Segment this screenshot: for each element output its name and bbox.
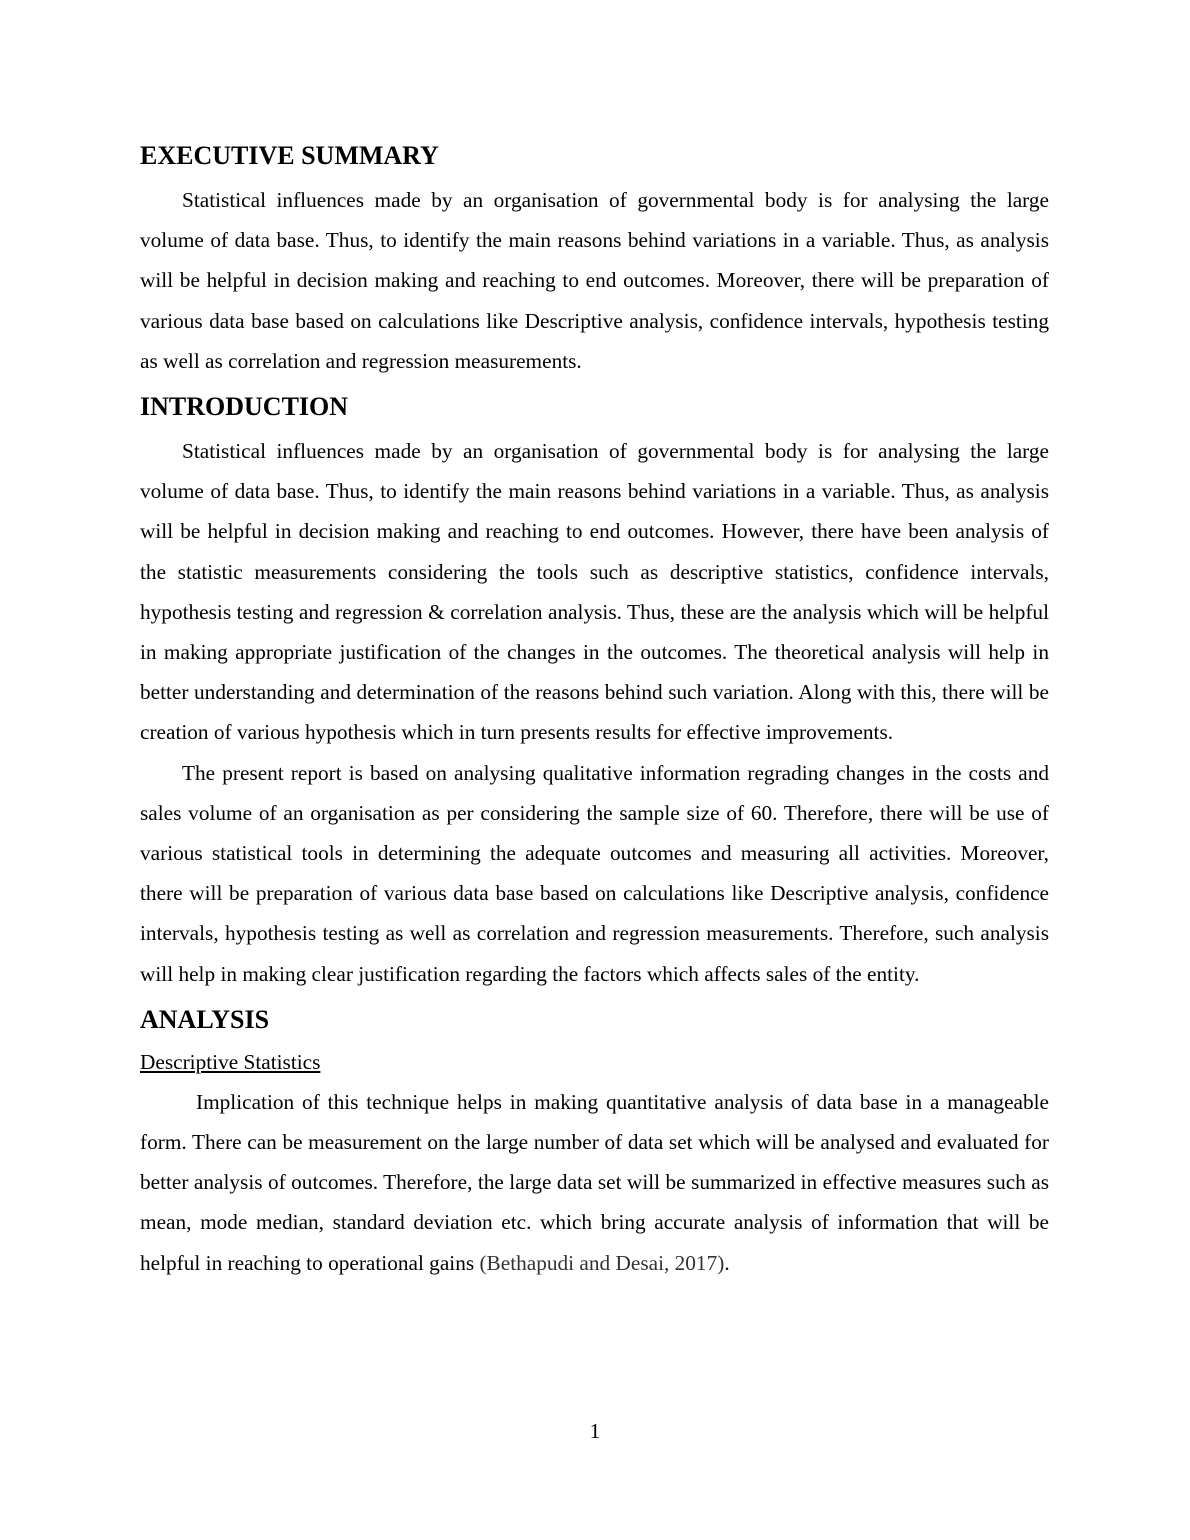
executive-summary-heading: EXECUTIVE SUMMARY <box>140 141 439 170</box>
page-number: 1 <box>589 1419 601 1443</box>
executive-summary-paragraph: Statistical influences made by an organisation of governmental body is for analysing the large volume of data base. Thus, to identify the main reasons behind variations in a variable. Thus, as analysis will be helpful in decision making and reaching to end outcomes. Moreover, there will be preparation of various data base based on calculations like Descriptive analysis, confidence intervals, hypothesis testing as well as correlation and regression measurements. <box>140 188 1049 373</box>
paragraph-end-punctuation: . <box>724 1250 730 1275</box>
introduction-paragraph-2: The present report is based on analysing qualitative information regrading changes in the costs and sales volume of an organisation as per considering the sample size of 60. Therefore, there will be use of various statistical tools in determining the adequate outcomes and measuring all activities. Moreover, there will be preparation of various data base based on calculations like Descriptive analysis, confidence intervals, hypothesis testing as well as correlation and regression measurements. Therefore, such analysis will help in making clear justification regarding the factors which affects sales of the entity. <box>140 760 1049 986</box>
citation: (Bethapudi and Desai, 2017) <box>479 1250 725 1275</box>
descriptive-statistics-text: Implication of this technique helps in making quantitative analysis of data base in a manageable form. There can be measurement on the large number of data set which will be analysed and evaluated for better analysis of outcomes. Therefore, the large data set will be summarized in effective measures such as mean, mode median, standard deviation etc. which bring accurate analysis of information that will be helpful in reaching to operational gains <box>140 1089 1049 1275</box>
introduction-paragraph-1: Statistical influences made by an organisation of governmental body is for analysing the large volume of data base. Thus, to identify the main reasons behind variations in a variable. Thus, as analysis will be helpful in decision making and reaching to end outcomes. However, there have been analysis of the statistic measurements considering the tools such as descriptive statistics, confidence intervals, hypothesis testing and regression & correlation analysis. Thus, these are the analysis which will be helpful in making appropriate justification of the changes in the outcomes. The theoretical analysis will help in better understanding and determination of the reasons behind such variation. Along with this, there will be creation of various hypothesis which in turn presents results for effective improvements. <box>140 439 1049 745</box>
introduction-heading: INTRODUCTION <box>140 392 349 422</box>
descriptive-statistics-subheading: Descriptive Statistics <box>140 1049 321 1074</box>
analysis-heading: ANALYSIS <box>140 1004 270 1034</box>
page-content <box>140 138 1049 1283</box>
descriptive-statistics-paragraph <box>140 1082 1049 1283</box>
